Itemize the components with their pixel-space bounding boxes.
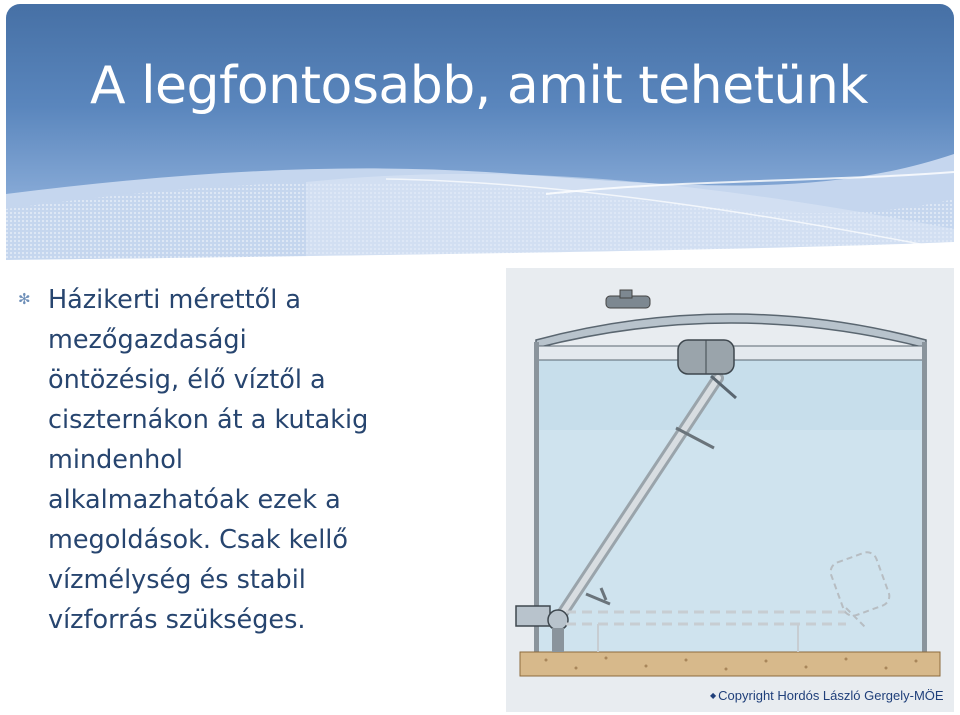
- slide-title: A legfontosabb, amit tehetünk: [90, 56, 868, 116]
- asterisk-icon: ✻: [18, 290, 31, 308]
- bullet-text: Házikerti mérettől a mezőgazdasági öntözésig, élő víztől a ciszternákon át a kutakig mindenhol alkalmazhatóak ezek a megoldások. Csak kellő vízmélység és stabil vízforrás szükséges.: [48, 285, 369, 635]
- outlet-valve: [516, 606, 550, 626]
- title-banner: [6, 4, 954, 260]
- wave-decoration: [6, 4, 954, 260]
- tank-right-wall: [922, 342, 927, 656]
- copyright-notice: [710, 688, 944, 703]
- tank-pump-diagram: [506, 268, 954, 712]
- diamond-icon: ◆: [710, 691, 717, 700]
- tank-floor: [520, 652, 940, 676]
- bullet-list: [18, 280, 438, 640]
- copyright-text: Copyright Hordós László Gergely-MÖE: [718, 688, 944, 703]
